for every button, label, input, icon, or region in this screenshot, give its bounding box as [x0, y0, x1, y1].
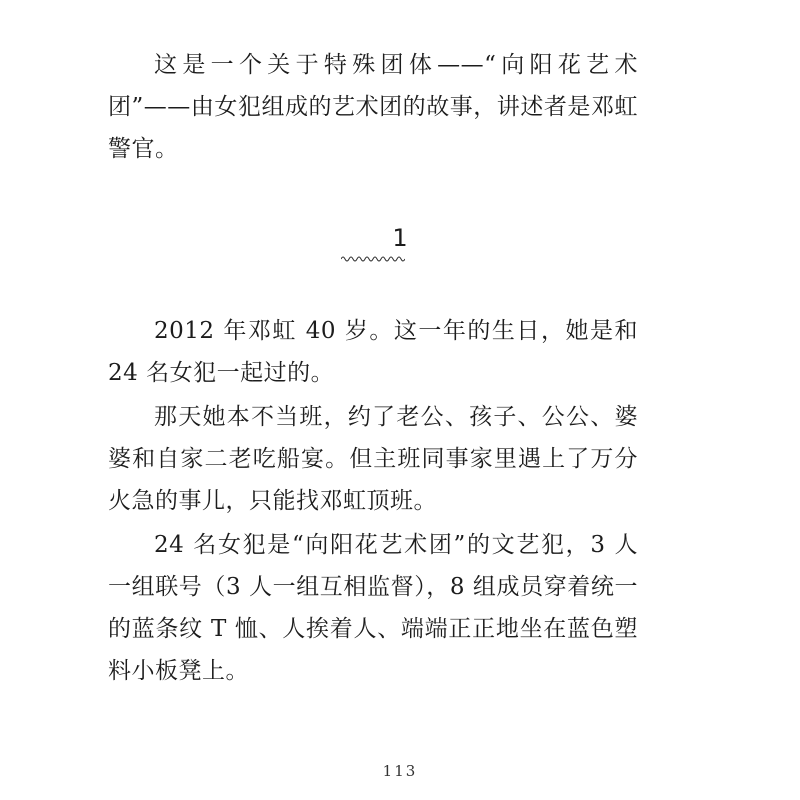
intro-paragraph: 这是一个关于特殊团体——“向阳花艺术团”——由女犯组成的艺术团的故事，讲述者是邓虹警官。: [108, 52, 638, 162]
chapter-number: 1: [392, 224, 408, 252]
body-paragraph-3: 24 名女犯是“向阳花艺术团”的文艺犯，3 人一组联号（3 人一组互相监督），8 组成员穿着统一的蓝条纹 T 恤、人挨着人、端端正正地坐在蓝色塑料小板凳上。: [108, 532, 638, 684]
body-paragraph-2: 那天她本不当班，约了老公、孩子、公公、婆婆和自家二老吃船宴。但主班同事家里遇上了万分火急的事儿，只能找邓虹顶班。: [108, 404, 638, 514]
wavy-underline-ornament: [341, 254, 405, 264]
chapter-heading: [0, 222, 800, 254]
body-paragraph-1: 2012 年邓虹 40 岁。这一年的生日，她是和 24 名女犯一起过的。: [108, 318, 638, 386]
page-number: 113: [382, 762, 418, 780]
